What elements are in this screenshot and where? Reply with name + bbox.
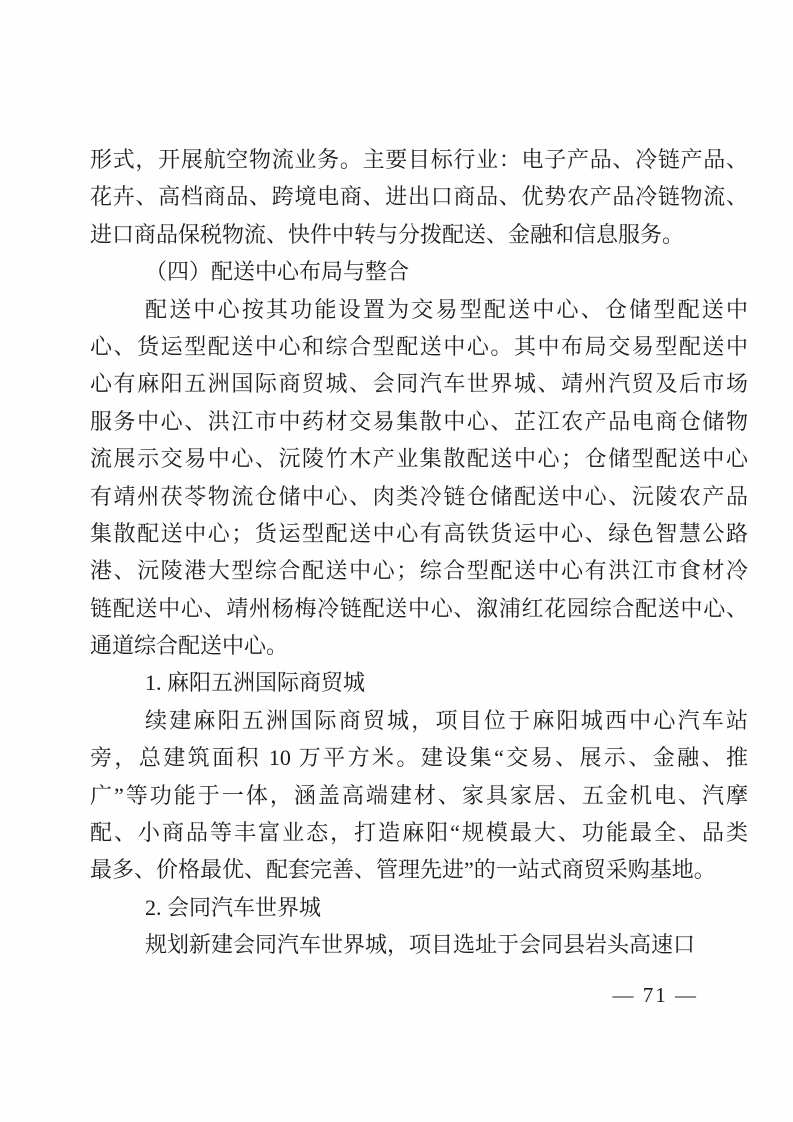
page-number: — 71 — (612, 983, 698, 1007)
text-line: 规划新建会同汽车世界城，项目选址于会同县岩头高速口 (145, 932, 696, 958)
paragraph-section-heading (90, 253, 748, 290)
text-line: 形式，开展航空物流业务。主要目标行业：电子产品、冷链产品、 (90, 147, 748, 172)
text-line: 进口商品保税物流、快件中转与分拨配送、金融和信息服务。 (90, 221, 685, 247)
text-line: 港、沅陵港大型综合配送中心；综合型配送中心有洪江市食材冷 (90, 558, 748, 584)
paragraph-body (90, 291, 748, 665)
text-line: 心有麻阳五洲国际商贸城、会同汽车世界城、靖州汽贸及后市场 (90, 371, 748, 397)
text-line: 有靖州茯苓物流仓储中心、肉类冷链仓储配送中心、沅陵农产品 (90, 483, 748, 509)
text-line: 旁，总建筑面积 10 万平方米。建设集“交易、展示、金融、推 (90, 745, 748, 771)
paragraph-numbered-heading (90, 889, 748, 926)
text-line: 续建麻阳五洲国际商贸城，项目位于麻阳城西中心汽车站 (145, 707, 748, 733)
text-line: 广”等功能于一体，涵盖高端建材、家具家居、五金机电、汽摩 (90, 782, 748, 808)
text-line: 集散配送中心；货运型配送中心有高铁货运中心、绿色智慧公路 (90, 520, 748, 546)
text-line: 流展示交易中心、沅陵竹木产业集散配送中心；仓储型配送中心 (90, 446, 748, 472)
text-line: 通道综合配送中心。 (90, 633, 289, 659)
text-line: 心、货运型配送中心和综合型配送中心。其中布局交易型配送中 (90, 333, 748, 359)
paragraph-body (90, 926, 748, 963)
text-line: 最多、价格最优、配套完善、管理先进”的一站式商贸采购基地。 (90, 857, 716, 883)
numbered-heading-line: 1. 麻阳五洲国际商贸城 (145, 670, 366, 696)
text-line: 花卉、高档商品、跨境电商、进出口商品、优势农产品冷链物流、 (90, 184, 748, 210)
text-line: 配送中心按其功能设置为交易型配送中心、仓储型配送中 (145, 296, 748, 322)
paragraph-numbered-heading (90, 664, 748, 701)
paragraph-body (90, 702, 748, 889)
text-line: 服务中心、洪江市中药材交易集散中心、芷江农产品电商仓储物 (90, 408, 748, 434)
paragraph-body (90, 141, 748, 253)
numbered-heading-line: 2. 会同汽车世界城 (145, 894, 322, 920)
section-heading-line: （四）配送中心布局与整合 (145, 259, 410, 285)
text-line: 配、小商品等丰富业态，打造麻阳“规模最大、功能最全、品类 (90, 820, 748, 846)
text-block (90, 141, 748, 964)
text-line: 链配送中心、靖州杨梅冷链配送中心、溆浦红花园综合配送中心、 (90, 595, 748, 621)
